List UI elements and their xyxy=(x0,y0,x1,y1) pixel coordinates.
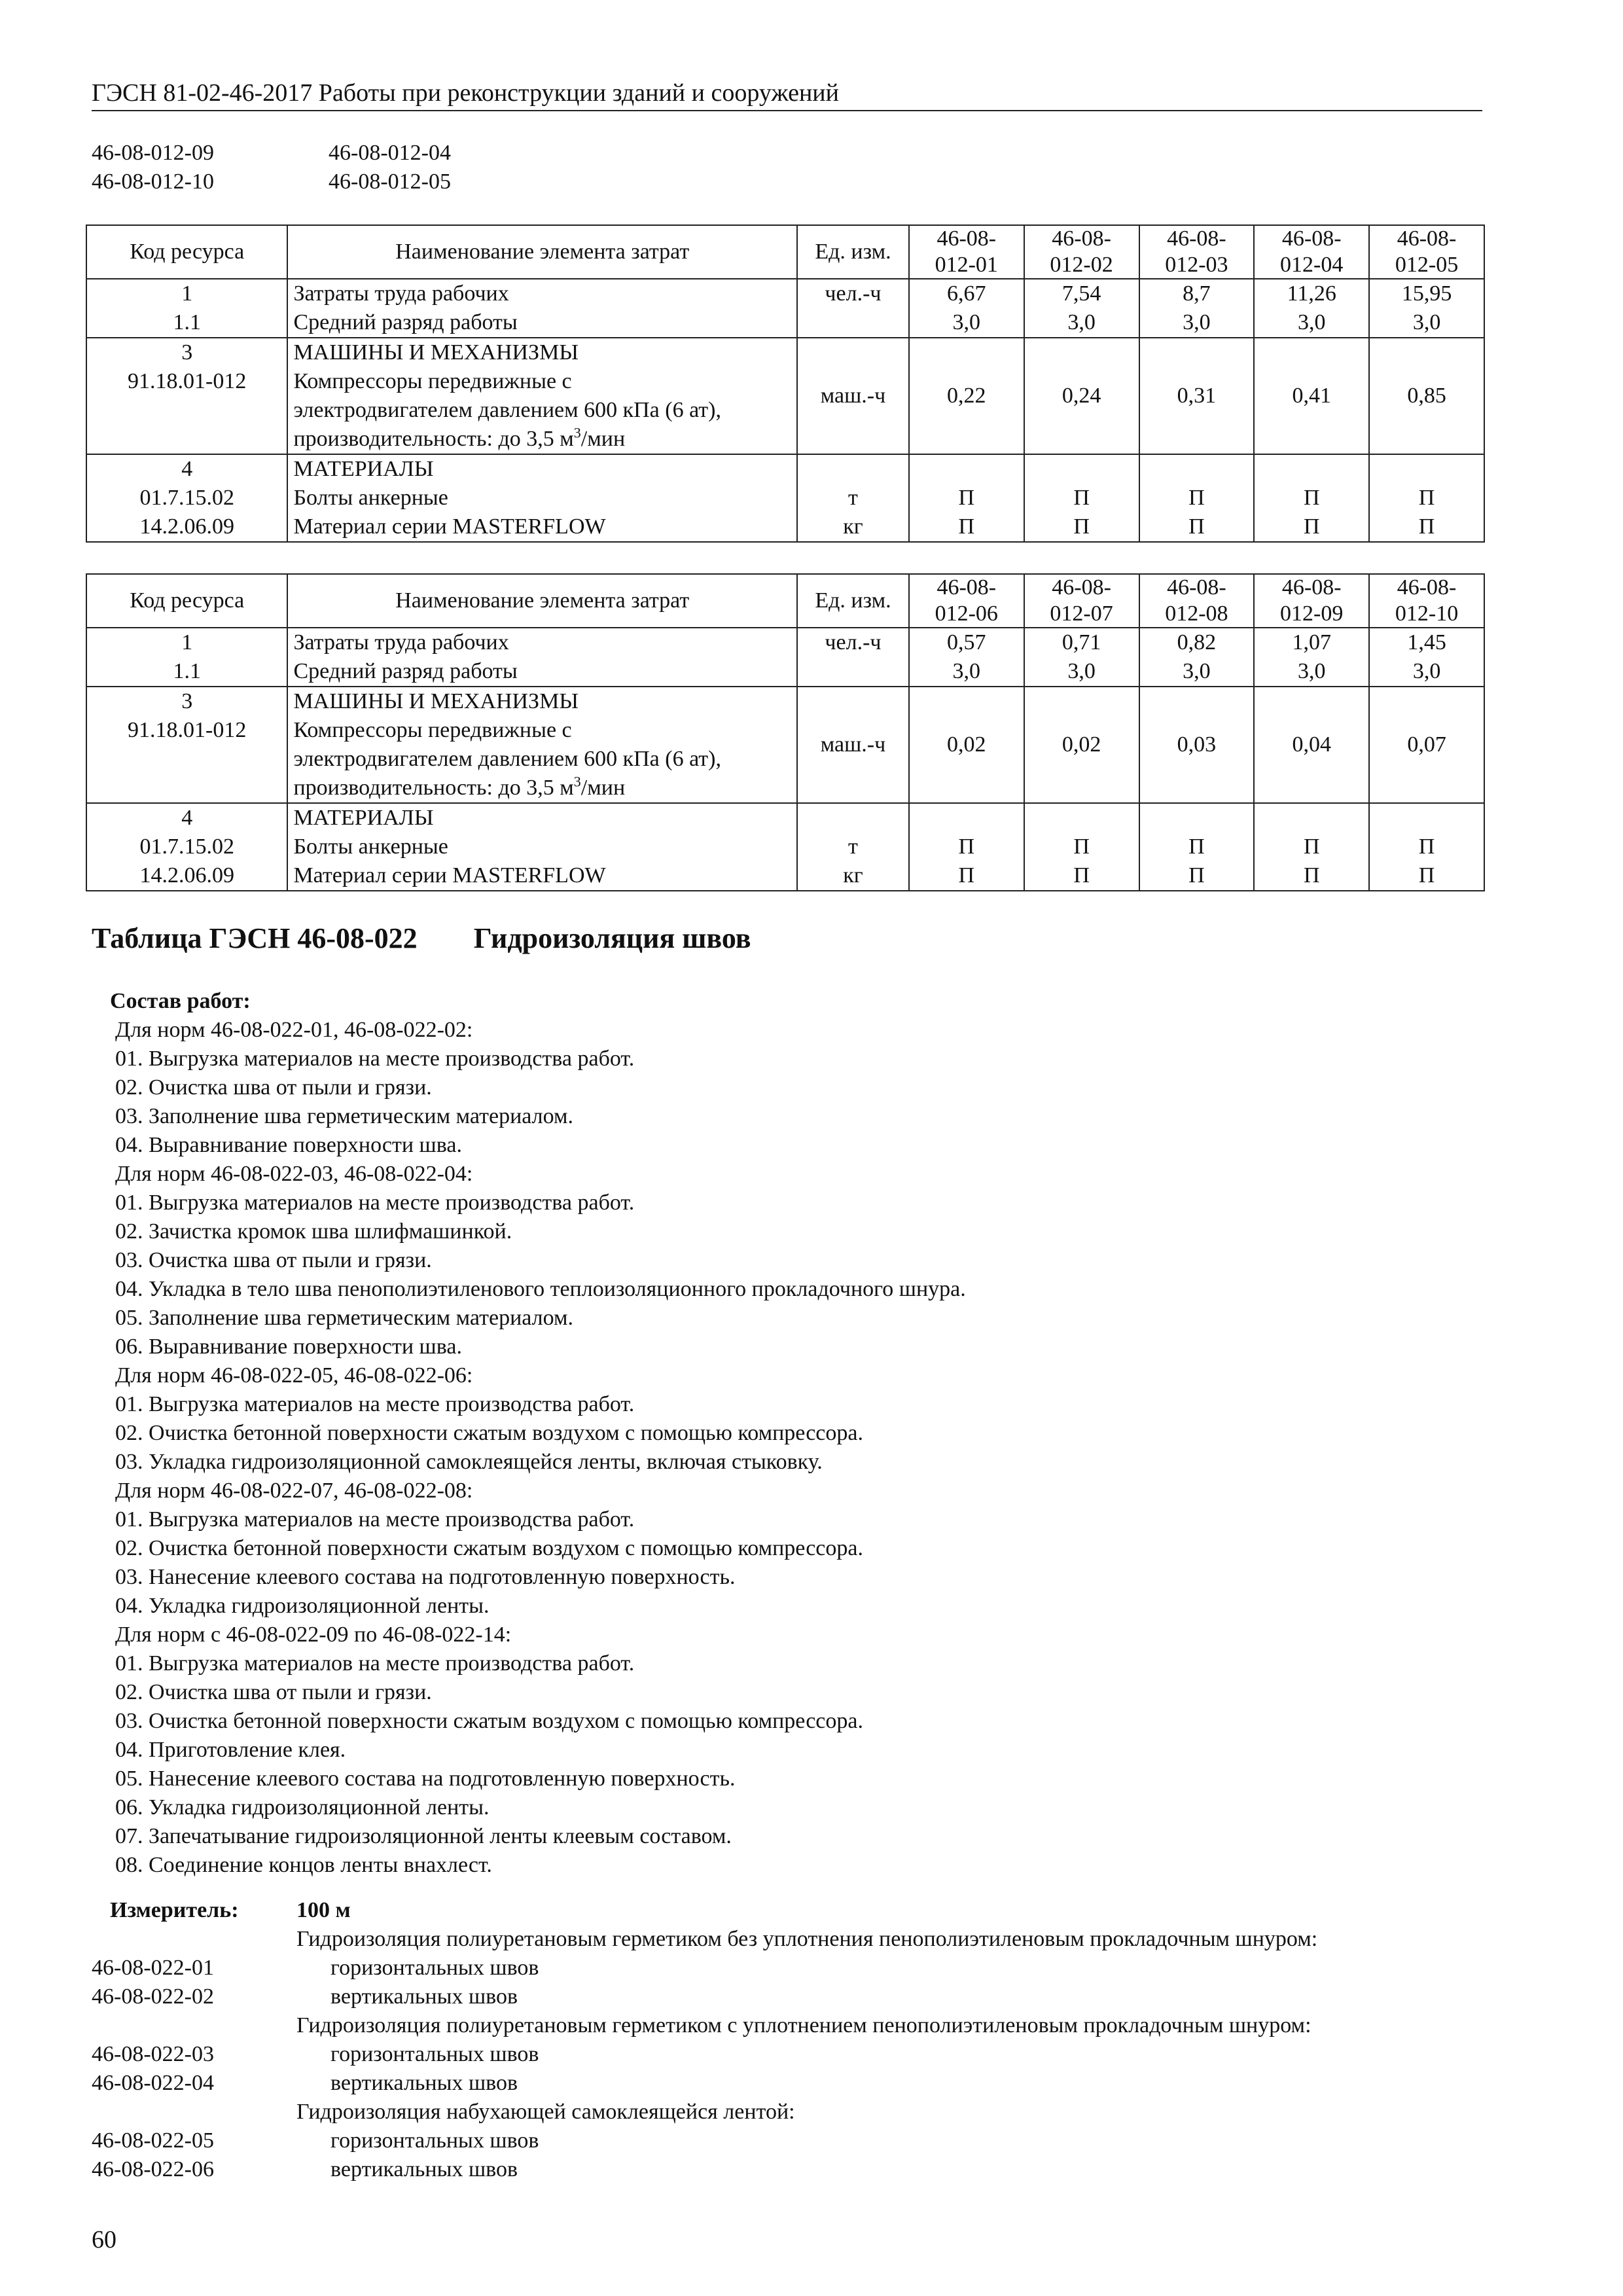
empty-cell xyxy=(909,454,1024,484)
work-composition xyxy=(110,987,966,1880)
work-step: 03. Укладка гидроизоляционной самоклеящейся ленты, включая стыковку. xyxy=(115,1450,823,1474)
work-step: 03. Нанесение клеевого состава на подготовленную поверхность. xyxy=(115,1565,736,1589)
measure-label: Измеритель: xyxy=(110,1898,239,1922)
header-unit: Ед. изм. xyxy=(797,225,909,279)
resource-unit xyxy=(797,308,909,338)
page-number: 60 xyxy=(92,2226,116,2253)
empty-cell xyxy=(1139,687,1255,716)
empty-cell xyxy=(1369,687,1484,716)
resource-unit: чел.-ч xyxy=(797,279,909,308)
work-step: 03. Очистка бетонной поверхности сжатым воздухом с помощью компрессора. xyxy=(115,1709,863,1733)
measure-header xyxy=(92,1896,1492,1925)
norm-code: 46-08-022-05 xyxy=(92,2128,214,2153)
name-superscript: 3 xyxy=(573,773,581,790)
norm-code: 46-08-022-04 xyxy=(92,2071,214,2095)
work-step: 04. Выравнивание поверхности шва. xyxy=(115,1133,462,1157)
reference-row xyxy=(92,139,451,168)
name-text: /мин xyxy=(580,427,626,451)
section-heading: Гидроизоляция швов xyxy=(473,922,751,954)
table-row xyxy=(86,861,1484,891)
empty-cell xyxy=(1254,454,1369,484)
resource-name: Болты анкерные xyxy=(287,484,797,512)
norm-item xyxy=(92,2098,1492,2126)
table-row xyxy=(86,279,1484,308)
resource-name: Затраты труда рабочих xyxy=(287,279,797,308)
resource-value: 3,0 xyxy=(1369,657,1484,687)
group-name: МАТЕРИАЛЫ xyxy=(287,454,797,484)
empty-cell xyxy=(1139,454,1255,484)
table-row xyxy=(86,484,1484,512)
norm-item xyxy=(92,2126,1492,2155)
resource-value: П xyxy=(1369,512,1484,542)
resource-value: П xyxy=(1139,484,1255,512)
resource-value: 0,71 xyxy=(1024,628,1139,657)
measure-items xyxy=(92,1925,1492,2184)
table-row xyxy=(86,716,1484,803)
header-norm-code xyxy=(1024,225,1139,279)
resource-name-line xyxy=(293,425,791,454)
norm-description: горизонтальных швов xyxy=(330,2042,539,2066)
resource-value: П xyxy=(1254,484,1369,512)
resource-value: 0,85 xyxy=(1369,367,1484,454)
work-step: 07. Запечатывание гидроизоляционной ленты клеевым составом. xyxy=(115,1824,732,1848)
norm-code-line: 46-08- xyxy=(936,575,997,600)
work-step: Для норм с 46-08-022-09 по 46-08-022-14: xyxy=(115,1623,512,1647)
group-row xyxy=(86,338,1484,367)
resource-unit: чел.-ч xyxy=(797,628,909,657)
resource-value: П xyxy=(1254,512,1369,542)
group-code: 4 xyxy=(86,454,287,484)
resource-unit: кг xyxy=(797,512,909,542)
header-unit: Ед. изм. xyxy=(797,574,909,628)
resource-unit: маш.-ч xyxy=(797,716,909,803)
resource-value: П xyxy=(1369,833,1484,861)
norm-item xyxy=(92,1925,1492,1954)
resource-value: 0,07 xyxy=(1369,716,1484,803)
work-step: 05. Нанесение клеевого состава на подготовленную поверхность. xyxy=(115,1767,736,1791)
norm-code xyxy=(92,2011,296,2040)
resource-code: 91.18.01-012 xyxy=(86,367,287,454)
resource-code: 1.1 xyxy=(86,657,287,687)
group-name: МАШИНЫ И МЕХАНИЗМЫ xyxy=(287,338,797,367)
work-step: 05. Заполнение шва герметическим материалом. xyxy=(115,1306,573,1330)
header-norm-code xyxy=(1024,574,1139,628)
resource-value: 3,0 xyxy=(1254,308,1369,338)
work-composition-list xyxy=(110,1016,966,1880)
resource-value: П xyxy=(1139,512,1255,542)
resource-value: П xyxy=(909,833,1024,861)
resource-value: 0,03 xyxy=(1139,716,1255,803)
norm-code-line: 012-01 xyxy=(935,253,998,277)
norm-code-line: 012-04 xyxy=(1280,253,1344,277)
work-step: Для норм 46-08-022-03, 46-08-022-04: xyxy=(115,1162,473,1186)
reference-code: 46-08-012-09 xyxy=(92,141,214,165)
work-step: 06. Выравнивание поверхности шва. xyxy=(115,1335,462,1359)
norm-description: вертикальных швов xyxy=(330,2071,518,2095)
resource-value: П xyxy=(1254,833,1369,861)
norm-item xyxy=(92,2040,1492,2069)
reference-code: 46-08-012-10 xyxy=(92,170,214,194)
table-row xyxy=(86,657,1484,687)
norm-code: 46-08-022-01 xyxy=(92,1956,214,1980)
group-code: 4 xyxy=(86,803,287,833)
work-composition-label: Состав работ: xyxy=(110,989,251,1013)
resource-unit: маш.-ч xyxy=(797,367,909,454)
table-row xyxy=(86,512,1484,542)
resource-unit: кг xyxy=(797,861,909,891)
header-code: Код ресурса xyxy=(86,574,287,628)
resource-name-line: электродвигателем давлением 600 кПа (6 ат), xyxy=(293,747,721,771)
norm-item xyxy=(92,2069,1492,2098)
resource-unit: т xyxy=(797,833,909,861)
resource-value: 3,0 xyxy=(1024,657,1139,687)
resource-table-1 xyxy=(86,224,1485,543)
norm-code-line: 46-08- xyxy=(1167,226,1226,251)
resource-value: П xyxy=(1024,512,1139,542)
work-step: 03. Заполнение шва герметическим материалом. xyxy=(115,1104,573,1128)
norm-references xyxy=(92,139,451,196)
resource-value: 3,0 xyxy=(1139,308,1255,338)
name-text: производительность: до 3,5 м xyxy=(293,427,574,451)
resource-name-line xyxy=(293,774,791,802)
resource-code: 1 xyxy=(86,628,287,657)
table-header-row xyxy=(86,225,1484,279)
name-text: /мин xyxy=(580,776,626,800)
norm-code-line: 46-08- xyxy=(1167,575,1226,600)
resource-value: 6,67 xyxy=(909,279,1024,308)
norm-description: вертикальных швов xyxy=(330,1984,518,2009)
resource-value: П xyxy=(1024,861,1139,891)
resource-value: 1,07 xyxy=(1254,628,1369,657)
empty-cell xyxy=(1369,803,1484,833)
norm-code: 46-08-022-02 xyxy=(92,1984,214,2009)
resource-value: 0,22 xyxy=(909,367,1024,454)
resource-name-line: электродвигателем давлением 600 кПа (6 ат), xyxy=(293,398,721,422)
norm-code-line: 46-08- xyxy=(1052,575,1111,600)
norm-code-line: 46-08- xyxy=(1281,226,1342,251)
header-name: Наименование элемента затрат xyxy=(287,225,797,279)
group-code: 3 xyxy=(86,687,287,716)
work-step: 04. Укладка гидроизоляционной ленты. xyxy=(115,1594,490,1618)
resource-unit xyxy=(797,657,909,687)
name-text: производительность: до 3,5 м xyxy=(293,776,574,800)
norm-code-line: 012-08 xyxy=(1165,601,1228,626)
header-norm-code xyxy=(1369,225,1484,279)
group-row xyxy=(86,454,1484,484)
norm-code: 46-08-022-03 xyxy=(92,2042,214,2066)
resource-unit: т xyxy=(797,484,909,512)
resource-code: 01.7.15.02 xyxy=(86,484,287,512)
resource-value: 3,0 xyxy=(1369,308,1484,338)
group-name: МАШИНЫ И МЕХАНИЗМЫ xyxy=(287,687,797,716)
header-name: Наименование элемента затрат xyxy=(287,574,797,628)
resource-value: П xyxy=(1024,833,1139,861)
group-row xyxy=(86,803,1484,833)
resource-name: Материал серии MASTERFLOW xyxy=(287,861,797,891)
resource-name: Материал серии MASTERFLOW xyxy=(287,512,797,542)
resource-name-line: Компрессоры передвижные с xyxy=(293,369,572,393)
norm-item xyxy=(92,1982,1492,2011)
norm-code-line: 46-08- xyxy=(1052,226,1111,251)
work-step: 02. Очистка шва от пыли и грязи. xyxy=(115,1680,432,1704)
resource-value: 3,0 xyxy=(1024,308,1139,338)
table-row xyxy=(86,308,1484,338)
resource-name xyxy=(287,367,797,454)
resource-name: Затраты труда рабочих xyxy=(287,628,797,657)
resource-value: 3,0 xyxy=(909,657,1024,687)
header-code: Код ресурса xyxy=(86,225,287,279)
empty-cell xyxy=(1024,687,1139,716)
header-norm-code xyxy=(1139,574,1255,628)
work-step: 02. Очистка шва от пыли и грязи. xyxy=(115,1075,432,1100)
resource-code: 14.2.06.09 xyxy=(86,861,287,891)
resource-value: 0,31 xyxy=(1139,367,1255,454)
name-superscript: 3 xyxy=(573,424,581,441)
work-step: Для норм 46-08-022-05, 46-08-022-06: xyxy=(115,1363,473,1388)
resource-name: Средний разряд работы xyxy=(287,308,797,338)
resource-value: 8,7 xyxy=(1139,279,1255,308)
empty-cell xyxy=(1254,338,1369,367)
empty-cell xyxy=(797,687,909,716)
norm-code-line: 46-08- xyxy=(936,226,997,251)
header-norm-code xyxy=(1369,574,1484,628)
norm-code-line: 012-06 xyxy=(935,601,998,626)
reference-code: 46-08-012-05 xyxy=(329,170,451,194)
norm-description: вертикальных швов xyxy=(330,2157,518,2181)
resource-value: 0,24 xyxy=(1024,367,1139,454)
running-header: ГЭСН 81-02-46-2017 Работы при реконструкции зданий и сооружений xyxy=(92,77,1482,111)
empty-cell xyxy=(1369,454,1484,484)
norm-description: Гидроизоляция полиуретановым герметиком с уплотнением пенополиэтиленовым прокладочным шнуром: xyxy=(296,2013,1311,2037)
table-row xyxy=(86,628,1484,657)
empty-cell xyxy=(1254,687,1369,716)
norm-item xyxy=(92,2011,1492,2040)
header-norm-code xyxy=(1254,225,1369,279)
work-step: 01. Выгрузка материалов на месте производства работ. xyxy=(115,1191,635,1215)
norm-code-line: 012-10 xyxy=(1395,601,1459,626)
norm-code-line: 012-03 xyxy=(1165,253,1228,277)
norm-code-line: 012-07 xyxy=(1050,601,1113,626)
resource-value: 1,45 xyxy=(1369,628,1484,657)
header-norm-code xyxy=(1139,225,1255,279)
measure-block xyxy=(92,1896,1492,2184)
resource-value: П xyxy=(1369,484,1484,512)
norm-code-line: 012-09 xyxy=(1280,601,1344,626)
resource-value: П xyxy=(909,512,1024,542)
empty-cell xyxy=(909,338,1024,367)
norm-code-line: 012-02 xyxy=(1050,253,1113,277)
empty-cell xyxy=(797,338,909,367)
resource-value: 0,82 xyxy=(1139,628,1255,657)
empty-cell xyxy=(1139,338,1255,367)
group-code: 3 xyxy=(86,338,287,367)
resource-code: 1 xyxy=(86,279,287,308)
norm-description: горизонтальных швов xyxy=(330,2128,539,2153)
resource-value: 3,0 xyxy=(1139,657,1255,687)
empty-cell xyxy=(909,687,1024,716)
resource-name-line: Компрессоры передвижные с xyxy=(293,718,572,742)
group-name: МАТЕРИАЛЫ xyxy=(287,803,797,833)
work-step: Для норм 46-08-022-01, 46-08-022-02: xyxy=(115,1018,473,1042)
resource-value: 3,0 xyxy=(909,308,1024,338)
work-step: 08. Соединение концов ленты внахлест. xyxy=(115,1853,492,1877)
header-norm-code xyxy=(909,225,1024,279)
resource-table-2 xyxy=(86,573,1485,891)
work-step: 04. Приготовление клея. xyxy=(115,1738,346,1762)
measure-value: 100 м xyxy=(296,1898,351,1922)
work-step: 06. Укладка гидроизоляционной ленты. xyxy=(115,1795,490,1820)
work-step: Для норм 46-08-022-07, 46-08-022-08: xyxy=(115,1479,473,1503)
empty-cell xyxy=(797,454,909,484)
table-row xyxy=(86,367,1484,454)
reference-row xyxy=(92,168,451,196)
empty-cell xyxy=(1024,338,1139,367)
work-step: 02. Очистка бетонной поверхности сжатым воздухом с помощью компрессора. xyxy=(115,1536,863,1560)
resource-code: 1.1 xyxy=(86,308,287,338)
resource-value: П xyxy=(909,861,1024,891)
empty-cell xyxy=(1139,803,1255,833)
norm-description: горизонтальных швов xyxy=(330,1956,539,1980)
header-norm-code xyxy=(1254,574,1369,628)
resource-value: 0,41 xyxy=(1254,367,1369,454)
norm-description: Гидроизоляция набухающей самоклеящейся лентой: xyxy=(296,2100,795,2124)
resource-value: 0,57 xyxy=(909,628,1024,657)
empty-cell xyxy=(1024,803,1139,833)
resource-code: 14.2.06.09 xyxy=(86,512,287,542)
resource-value: П xyxy=(1254,861,1369,891)
resource-value: П xyxy=(1139,861,1255,891)
resource-value: П xyxy=(1024,484,1139,512)
work-step: 02. Очистка бетонной поверхности сжатым воздухом с помощью компрессора. xyxy=(115,1421,863,1445)
norm-description: Гидроизоляция полиуретановым герметиком без уплотнения пенополиэтиленовым прокладочным шнуром: xyxy=(296,1927,1318,1951)
resource-value: П xyxy=(1369,861,1484,891)
empty-cell xyxy=(1024,454,1139,484)
norm-item xyxy=(92,1954,1492,1982)
resource-value: 7,54 xyxy=(1024,279,1139,308)
section-label: Таблица ГЭСН 46-08-022 xyxy=(92,922,418,954)
work-step: 04. Укладка в тело шва пенополиэтиленового теплоизоляционного прокладочного шнура. xyxy=(115,1277,966,1301)
empty-cell xyxy=(1254,803,1369,833)
norm-code-line: 46-08- xyxy=(1397,575,1457,600)
resource-value: 0,04 xyxy=(1254,716,1369,803)
table-header-row xyxy=(86,574,1484,628)
resource-value: 11,26 xyxy=(1254,279,1369,308)
resource-code: 01.7.15.02 xyxy=(86,833,287,861)
resource-value: 3,0 xyxy=(1254,657,1369,687)
empty-cell xyxy=(909,803,1024,833)
norm-item xyxy=(92,2155,1492,2184)
group-row xyxy=(86,687,1484,716)
resource-code: 91.18.01-012 xyxy=(86,716,287,803)
empty-cell xyxy=(797,803,909,833)
resource-value: П xyxy=(1139,833,1255,861)
norm-code-line: 012-05 xyxy=(1395,253,1459,277)
header-norm-code xyxy=(909,574,1024,628)
resource-value: П xyxy=(909,484,1024,512)
table-row xyxy=(86,833,1484,861)
norm-code-line: 46-08- xyxy=(1397,226,1457,251)
resource-value: 0,02 xyxy=(909,716,1024,803)
resource-value: 0,02 xyxy=(1024,716,1139,803)
work-step: 01. Выгрузка материалов на месте производства работ. xyxy=(115,1047,635,1071)
work-step: 01. Выгрузка материалов на месте производства работ. xyxy=(115,1651,635,1676)
resource-value: 15,95 xyxy=(1369,279,1484,308)
work-step: 03. Очистка шва от пыли и грязи. xyxy=(115,1248,432,1272)
work-step: 01. Выгрузка материалов на месте производства работ. xyxy=(115,1392,635,1416)
empty-cell xyxy=(1369,338,1484,367)
norm-code: 46-08-022-06 xyxy=(92,2157,214,2181)
norm-code xyxy=(92,1925,296,1954)
section-title xyxy=(92,922,751,955)
resource-name: Болты анкерные xyxy=(287,833,797,861)
norm-code xyxy=(92,2098,296,2126)
resource-name: Средний разряд работы xyxy=(287,657,797,687)
resource-name xyxy=(287,716,797,803)
work-step: 01. Выгрузка материалов на месте производства работ. xyxy=(115,1507,635,1532)
reference-code: 46-08-012-04 xyxy=(329,141,451,165)
work-step: 02. Зачистка кромок шва шлифмашинкой. xyxy=(115,1219,512,1244)
norm-code-line: 46-08- xyxy=(1281,575,1342,600)
